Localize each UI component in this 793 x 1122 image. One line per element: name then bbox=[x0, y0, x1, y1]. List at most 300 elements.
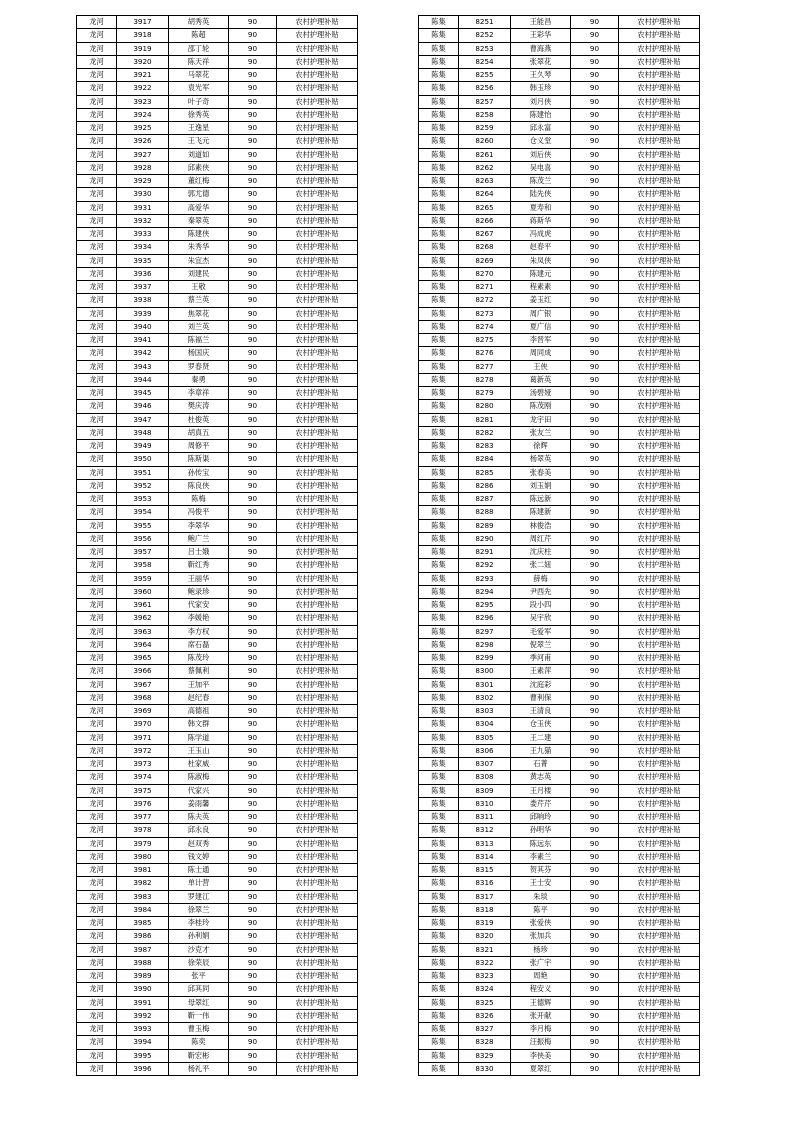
subsidy-type-cell: 农村护理补贴 bbox=[619, 493, 700, 506]
number-cell: 3949 bbox=[117, 440, 169, 453]
number-cell: 8269 bbox=[459, 254, 511, 267]
number-cell: 3924 bbox=[117, 108, 169, 121]
subsidy-type-cell: 农村护理补贴 bbox=[619, 784, 700, 797]
subsidy-type-cell: 农村护理补贴 bbox=[619, 996, 700, 1009]
amount-cell: 90 bbox=[229, 347, 277, 360]
subsidy-type-cell: 农村护理补贴 bbox=[277, 612, 358, 625]
town-cell: 龙河 bbox=[77, 585, 117, 598]
town-cell: 陈集 bbox=[419, 731, 459, 744]
name-cell: 李桂玲 bbox=[169, 917, 229, 930]
table-row bbox=[419, 638, 700, 651]
subsidy-type-cell: 农村护理补贴 bbox=[277, 652, 358, 665]
table-row bbox=[77, 877, 358, 890]
number-cell: 3958 bbox=[117, 559, 169, 572]
table-row bbox=[419, 55, 700, 68]
town-cell: 陈集 bbox=[419, 55, 459, 68]
table-row bbox=[77, 665, 358, 678]
subsidy-type-cell: 农村护理补贴 bbox=[619, 824, 700, 837]
town-cell: 龙河 bbox=[77, 387, 117, 400]
number-cell: 8255 bbox=[459, 69, 511, 82]
number-cell: 3976 bbox=[117, 797, 169, 810]
number-cell: 3962 bbox=[117, 612, 169, 625]
name-cell: 周艳 bbox=[511, 970, 571, 983]
subsidy-type-cell: 农村护理补贴 bbox=[619, 16, 700, 29]
number-cell: 3926 bbox=[117, 135, 169, 148]
number-cell: 8325 bbox=[459, 996, 511, 1009]
subsidy-type-cell: 农村护理补贴 bbox=[619, 281, 700, 294]
subsidy-type-cell: 农村护理补贴 bbox=[277, 744, 358, 757]
table-row bbox=[419, 493, 700, 506]
table-row bbox=[77, 758, 358, 771]
table-row bbox=[77, 228, 358, 241]
name-cell: 王九猫 bbox=[511, 744, 571, 757]
number-cell: 3963 bbox=[117, 625, 169, 638]
table-row bbox=[419, 69, 700, 82]
town-cell: 陈集 bbox=[419, 294, 459, 307]
number-cell: 3934 bbox=[117, 241, 169, 254]
number-cell: 8286 bbox=[459, 479, 511, 492]
subsidy-type-cell: 农村护理补贴 bbox=[619, 294, 700, 307]
table-row bbox=[419, 665, 700, 678]
number-cell: 8268 bbox=[459, 241, 511, 254]
name-cell: 王丽华 bbox=[169, 572, 229, 585]
amount-cell: 90 bbox=[571, 890, 619, 903]
table-row bbox=[419, 413, 700, 426]
number-cell: 8273 bbox=[459, 307, 511, 320]
subsidy-type-cell: 农村护理补贴 bbox=[619, 546, 700, 559]
name-cell: 刘道如 bbox=[169, 148, 229, 161]
table-row bbox=[419, 585, 700, 598]
table-row bbox=[419, 228, 700, 241]
table-row bbox=[419, 877, 700, 890]
name-cell: 林俊浩 bbox=[511, 519, 571, 532]
name-cell: 孙明华 bbox=[511, 824, 571, 837]
number-cell: 8320 bbox=[459, 930, 511, 943]
town-cell: 龙河 bbox=[77, 705, 117, 718]
subsidy-type-cell: 农村护理补贴 bbox=[277, 758, 358, 771]
amount-cell: 90 bbox=[571, 705, 619, 718]
name-cell: 王月楼 bbox=[511, 784, 571, 797]
name-cell: 陈良侠 bbox=[169, 479, 229, 492]
table-row bbox=[77, 1049, 358, 1062]
table-row bbox=[419, 95, 700, 108]
number-cell: 8327 bbox=[459, 1023, 511, 1036]
table-row bbox=[77, 188, 358, 201]
subsidy-type-cell: 农村护理补贴 bbox=[277, 479, 358, 492]
number-cell: 3978 bbox=[117, 824, 169, 837]
subsidy-type-cell: 农村护理补贴 bbox=[619, 479, 700, 492]
number-cell: 8315 bbox=[459, 864, 511, 877]
town-cell: 陈集 bbox=[419, 850, 459, 863]
name-cell: 鲍广兰 bbox=[169, 532, 229, 545]
name-cell: 杨翠英 bbox=[511, 453, 571, 466]
subsidy-type-cell: 农村护理补贴 bbox=[619, 744, 700, 757]
table-row bbox=[77, 546, 358, 559]
number-cell: 8266 bbox=[459, 214, 511, 227]
subsidy-type-cell: 农村护理补贴 bbox=[277, 1009, 358, 1022]
table-row bbox=[419, 320, 700, 333]
number-cell: 3923 bbox=[117, 95, 169, 108]
amount-cell: 90 bbox=[571, 519, 619, 532]
name-cell: 陈天祥 bbox=[169, 55, 229, 68]
amount-cell: 90 bbox=[571, 373, 619, 386]
name-cell: 靳宏彬 bbox=[169, 1049, 229, 1062]
subsidy-type-cell: 农村护理补贴 bbox=[277, 453, 358, 466]
amount-cell: 90 bbox=[229, 678, 277, 691]
table-row bbox=[419, 996, 700, 1009]
amount-cell: 90 bbox=[229, 334, 277, 347]
town-cell: 陈集 bbox=[419, 135, 459, 148]
table-row bbox=[419, 16, 700, 29]
amount-cell: 90 bbox=[571, 917, 619, 930]
name-cell: 陈夫英 bbox=[169, 811, 229, 824]
subsidy-type-cell: 农村护理补贴 bbox=[277, 678, 358, 691]
amount-cell: 90 bbox=[229, 837, 277, 850]
town-cell: 陈集 bbox=[419, 519, 459, 532]
subsidy-type-cell: 农村护理补贴 bbox=[619, 917, 700, 930]
number-cell: 3969 bbox=[117, 705, 169, 718]
table-row bbox=[77, 69, 358, 82]
subsidy-type-cell: 农村护理补贴 bbox=[619, 1009, 700, 1022]
town-cell: 龙河 bbox=[77, 55, 117, 68]
name-cell: 姜玉红 bbox=[511, 294, 571, 307]
table-row bbox=[419, 758, 700, 771]
subsidy-type-cell: 农村护理补贴 bbox=[619, 691, 700, 704]
name-cell: 胡秀英 bbox=[169, 16, 229, 29]
town-cell: 陈集 bbox=[419, 1023, 459, 1036]
name-cell: 王彩华 bbox=[511, 29, 571, 42]
number-cell: 3943 bbox=[117, 360, 169, 373]
table-row bbox=[77, 241, 358, 254]
number-cell: 3951 bbox=[117, 466, 169, 479]
town-cell: 龙河 bbox=[77, 532, 117, 545]
amount-cell: 90 bbox=[229, 930, 277, 943]
amount-cell: 90 bbox=[571, 506, 619, 519]
name-cell: 王玉山 bbox=[169, 744, 229, 757]
number-cell: 3931 bbox=[117, 201, 169, 214]
table-row bbox=[419, 731, 700, 744]
number-cell: 3927 bbox=[117, 148, 169, 161]
number-cell: 3971 bbox=[117, 731, 169, 744]
table-row bbox=[77, 625, 358, 638]
name-cell: 袁光军 bbox=[169, 82, 229, 95]
amount-cell: 90 bbox=[571, 42, 619, 55]
town-cell: 陈集 bbox=[419, 532, 459, 545]
amount-cell: 90 bbox=[229, 612, 277, 625]
subsidy-type-cell: 农村护理补贴 bbox=[277, 559, 358, 572]
table-row bbox=[77, 850, 358, 863]
amount-cell: 90 bbox=[571, 546, 619, 559]
subsidy-type-cell: 农村护理补贴 bbox=[619, 930, 700, 943]
name-cell: 沈庭彩 bbox=[511, 678, 571, 691]
town-cell: 龙河 bbox=[77, 69, 117, 82]
subsidy-type-cell: 农村护理补贴 bbox=[277, 55, 358, 68]
table-row bbox=[77, 413, 358, 426]
table-row bbox=[77, 585, 358, 598]
amount-cell: 90 bbox=[229, 771, 277, 784]
name-cell: 王德辉 bbox=[511, 996, 571, 1009]
subsidy-type-cell: 农村护理补贴 bbox=[619, 426, 700, 439]
subsidy-type-cell: 农村护理补贴 bbox=[619, 307, 700, 320]
table-row bbox=[77, 970, 358, 983]
table-row bbox=[77, 148, 358, 161]
number-cell: 3918 bbox=[117, 29, 169, 42]
table-row bbox=[419, 811, 700, 824]
name-cell: 杨礼平 bbox=[169, 1062, 229, 1075]
amount-cell: 90 bbox=[229, 241, 277, 254]
name-cell: 罗春贤 bbox=[169, 360, 229, 373]
left-table-body bbox=[77, 16, 358, 1076]
subsidy-type-cell: 农村护理补贴 bbox=[277, 82, 358, 95]
number-cell: 8298 bbox=[459, 638, 511, 651]
subsidy-type-cell: 农村护理补贴 bbox=[619, 161, 700, 174]
table-row bbox=[419, 771, 700, 784]
subsidy-type-cell: 农村护理补贴 bbox=[277, 718, 358, 731]
number-cell: 8321 bbox=[459, 943, 511, 956]
name-cell: 王清良 bbox=[511, 705, 571, 718]
number-cell: 8263 bbox=[459, 175, 511, 188]
table-row bbox=[419, 546, 700, 559]
number-cell: 3957 bbox=[117, 546, 169, 559]
name-cell: 曹利保 bbox=[511, 691, 571, 704]
amount-cell: 90 bbox=[571, 228, 619, 241]
name-cell: 孙传宝 bbox=[169, 466, 229, 479]
amount-cell: 90 bbox=[571, 572, 619, 585]
town-cell: 陈集 bbox=[419, 1049, 459, 1062]
name-cell: 陈斯渠 bbox=[169, 453, 229, 466]
subsidy-type-cell: 农村护理补贴 bbox=[619, 42, 700, 55]
subsidy-type-cell: 农村护理补贴 bbox=[619, 82, 700, 95]
table-row bbox=[419, 334, 700, 347]
subsidy-type-cell: 农村护理补贴 bbox=[619, 148, 700, 161]
number-cell: 3932 bbox=[117, 214, 169, 227]
town-cell: 陈集 bbox=[419, 665, 459, 678]
town-cell: 陈集 bbox=[419, 956, 459, 969]
town-cell: 龙河 bbox=[77, 466, 117, 479]
subsidy-type-cell: 农村护理补贴 bbox=[277, 426, 358, 439]
subsidy-type-cell: 农村护理补贴 bbox=[277, 705, 358, 718]
name-cell: 叶子奇 bbox=[169, 95, 229, 108]
town-cell: 龙河 bbox=[77, 214, 117, 227]
amount-cell: 90 bbox=[229, 360, 277, 373]
table-row bbox=[77, 691, 358, 704]
subsidy-type-cell: 农村护理补贴 bbox=[277, 188, 358, 201]
table-row bbox=[419, 479, 700, 492]
town-cell: 陈集 bbox=[419, 479, 459, 492]
table-row bbox=[77, 453, 358, 466]
town-cell: 陈集 bbox=[419, 161, 459, 174]
amount-cell: 90 bbox=[571, 387, 619, 400]
town-cell: 龙河 bbox=[77, 373, 117, 386]
name-cell: 石菁 bbox=[511, 758, 571, 771]
amount-cell: 90 bbox=[571, 718, 619, 731]
name-cell: 蔡兰英 bbox=[169, 294, 229, 307]
name-cell: 张广宇 bbox=[511, 956, 571, 969]
number-cell: 8303 bbox=[459, 705, 511, 718]
amount-cell: 90 bbox=[229, 1009, 277, 1022]
name-cell: 张友兰 bbox=[511, 426, 571, 439]
number-cell: 8254 bbox=[459, 55, 511, 68]
amount-cell: 90 bbox=[229, 784, 277, 797]
number-cell: 8257 bbox=[459, 95, 511, 108]
amount-cell: 90 bbox=[229, 1023, 277, 1036]
town-cell: 陈集 bbox=[419, 466, 459, 479]
name-cell: 刘月侠 bbox=[511, 95, 571, 108]
table-row bbox=[77, 943, 358, 956]
town-cell: 龙河 bbox=[77, 479, 117, 492]
table-row bbox=[419, 864, 700, 877]
amount-cell: 90 bbox=[571, 294, 619, 307]
subsidy-type-cell: 农村护理补贴 bbox=[619, 638, 700, 651]
number-cell: 3925 bbox=[117, 122, 169, 135]
town-cell: 龙河 bbox=[77, 493, 117, 506]
number-cell: 3954 bbox=[117, 506, 169, 519]
number-cell: 8292 bbox=[459, 559, 511, 572]
town-cell: 龙河 bbox=[77, 281, 117, 294]
amount-cell: 90 bbox=[229, 426, 277, 439]
table-row bbox=[419, 572, 700, 585]
amount-cell: 90 bbox=[571, 413, 619, 426]
table-row bbox=[419, 294, 700, 307]
town-cell: 龙河 bbox=[77, 307, 117, 320]
name-cell: 刘后侠 bbox=[511, 148, 571, 161]
name-cell: 张加兵 bbox=[511, 930, 571, 943]
town-cell: 陈集 bbox=[419, 718, 459, 731]
subsidy-type-cell: 农村护理补贴 bbox=[277, 108, 358, 121]
amount-cell: 90 bbox=[571, 864, 619, 877]
town-cell: 龙河 bbox=[77, 254, 117, 267]
town-cell: 龙河 bbox=[77, 877, 117, 890]
amount-cell: 90 bbox=[229, 175, 277, 188]
number-cell: 3921 bbox=[117, 69, 169, 82]
subsidy-type-cell: 农村护理补贴 bbox=[277, 254, 358, 267]
amount-cell: 90 bbox=[571, 453, 619, 466]
table-row bbox=[77, 678, 358, 691]
table-row bbox=[419, 373, 700, 386]
table-row bbox=[77, 983, 358, 996]
number-cell: 3933 bbox=[117, 228, 169, 241]
amount-cell: 90 bbox=[571, 493, 619, 506]
name-cell: 陆先侠 bbox=[511, 188, 571, 201]
table-row bbox=[77, 930, 358, 943]
number-cell: 3939 bbox=[117, 307, 169, 320]
amount-cell: 90 bbox=[571, 903, 619, 916]
subsidy-type-cell: 农村护理补贴 bbox=[277, 996, 358, 1009]
name-cell: 高爱华 bbox=[169, 201, 229, 214]
number-cell: 8310 bbox=[459, 797, 511, 810]
subsidy-type-cell: 农村护理补贴 bbox=[277, 943, 358, 956]
number-cell: 3936 bbox=[117, 267, 169, 280]
amount-cell: 90 bbox=[571, 440, 619, 453]
town-cell: 龙河 bbox=[77, 546, 117, 559]
table-row bbox=[77, 1009, 358, 1022]
amount-cell: 90 bbox=[571, 665, 619, 678]
amount-cell: 90 bbox=[571, 784, 619, 797]
subsidy-type-cell: 农村护理补贴 bbox=[277, 42, 358, 55]
town-cell: 龙河 bbox=[77, 917, 117, 930]
subsidy-type-cell: 农村护理补贴 bbox=[619, 267, 700, 280]
town-cell: 陈集 bbox=[419, 493, 459, 506]
town-cell: 龙河 bbox=[77, 837, 117, 850]
number-cell: 8302 bbox=[459, 691, 511, 704]
name-cell: 葛新英 bbox=[511, 373, 571, 386]
name-cell: 王飞元 bbox=[169, 135, 229, 148]
amount-cell: 90 bbox=[571, 69, 619, 82]
subsidy-type-cell: 农村护理补贴 bbox=[619, 95, 700, 108]
amount-cell: 90 bbox=[229, 864, 277, 877]
subsidy-type-cell: 农村护理补贴 bbox=[277, 784, 358, 797]
town-cell: 陈集 bbox=[419, 387, 459, 400]
subsidy-type-cell: 农村护理补贴 bbox=[277, 95, 358, 108]
number-cell: 8309 bbox=[459, 784, 511, 797]
subsidy-type-cell: 农村护理补贴 bbox=[277, 493, 358, 506]
name-cell: 龙宇田 bbox=[511, 413, 571, 426]
name-cell: 王久琴 bbox=[511, 69, 571, 82]
town-cell: 陈集 bbox=[419, 334, 459, 347]
town-cell: 陈集 bbox=[419, 148, 459, 161]
table-row bbox=[77, 16, 358, 29]
number-cell: 8287 bbox=[459, 493, 511, 506]
subsidy-type-cell: 农村护理补贴 bbox=[277, 811, 358, 824]
amount-cell: 90 bbox=[229, 691, 277, 704]
name-cell: 邱素侠 bbox=[169, 161, 229, 174]
name-cell: 郭尤德 bbox=[169, 188, 229, 201]
number-cell: 3977 bbox=[117, 811, 169, 824]
town-cell: 陈集 bbox=[419, 943, 459, 956]
subsidy-type-cell: 农村护理补贴 bbox=[619, 360, 700, 373]
name-cell: 陈平 bbox=[511, 903, 571, 916]
subsidy-type-cell: 农村护理补贴 bbox=[277, 400, 358, 413]
subsidy-type-cell: 农村护理补贴 bbox=[619, 519, 700, 532]
table-row bbox=[77, 373, 358, 386]
number-cell: 3947 bbox=[117, 413, 169, 426]
number-cell: 8326 bbox=[459, 1009, 511, 1022]
town-cell: 陈集 bbox=[419, 281, 459, 294]
town-cell: 龙河 bbox=[77, 413, 117, 426]
number-cell: 8313 bbox=[459, 837, 511, 850]
town-cell: 陈集 bbox=[419, 930, 459, 943]
name-cell: 杨国庆 bbox=[169, 347, 229, 360]
name-cell: 陈茂玲 bbox=[169, 652, 229, 665]
subsidy-type-cell: 农村护理补贴 bbox=[277, 864, 358, 877]
subsidy-type-cell: 农村护理补贴 bbox=[619, 903, 700, 916]
town-cell: 陈集 bbox=[419, 890, 459, 903]
town-cell: 龙河 bbox=[77, 943, 117, 956]
subsidy-type-cell: 农村护理补贴 bbox=[277, 307, 358, 320]
number-cell: 3972 bbox=[117, 744, 169, 757]
subsidy-type-cell: 农村护理补贴 bbox=[619, 29, 700, 42]
amount-cell: 90 bbox=[229, 214, 277, 227]
subsidy-type-cell: 农村护理补贴 bbox=[277, 890, 358, 903]
name-cell: 吴宇欣 bbox=[511, 612, 571, 625]
table-row bbox=[419, 930, 700, 943]
number-cell: 8288 bbox=[459, 506, 511, 519]
name-cell: 陈学道 bbox=[169, 731, 229, 744]
amount-cell: 90 bbox=[229, 1049, 277, 1062]
town-cell: 陈集 bbox=[419, 691, 459, 704]
name-cell: 李方权 bbox=[169, 625, 229, 638]
number-cell: 8300 bbox=[459, 665, 511, 678]
subsidy-type-cell: 农村护理补贴 bbox=[619, 228, 700, 241]
subsidy-type-cell: 农村护理补贴 bbox=[277, 917, 358, 930]
subsidy-type-cell: 农村护理补贴 bbox=[277, 1062, 358, 1075]
subsidy-type-cell: 农村护理补贴 bbox=[277, 519, 358, 532]
table-row bbox=[77, 559, 358, 572]
subsidy-type-cell: 农村护理补贴 bbox=[277, 824, 358, 837]
town-cell: 龙河 bbox=[77, 267, 117, 280]
name-cell: 靳红秀 bbox=[169, 559, 229, 572]
number-cell: 3996 bbox=[117, 1062, 169, 1075]
